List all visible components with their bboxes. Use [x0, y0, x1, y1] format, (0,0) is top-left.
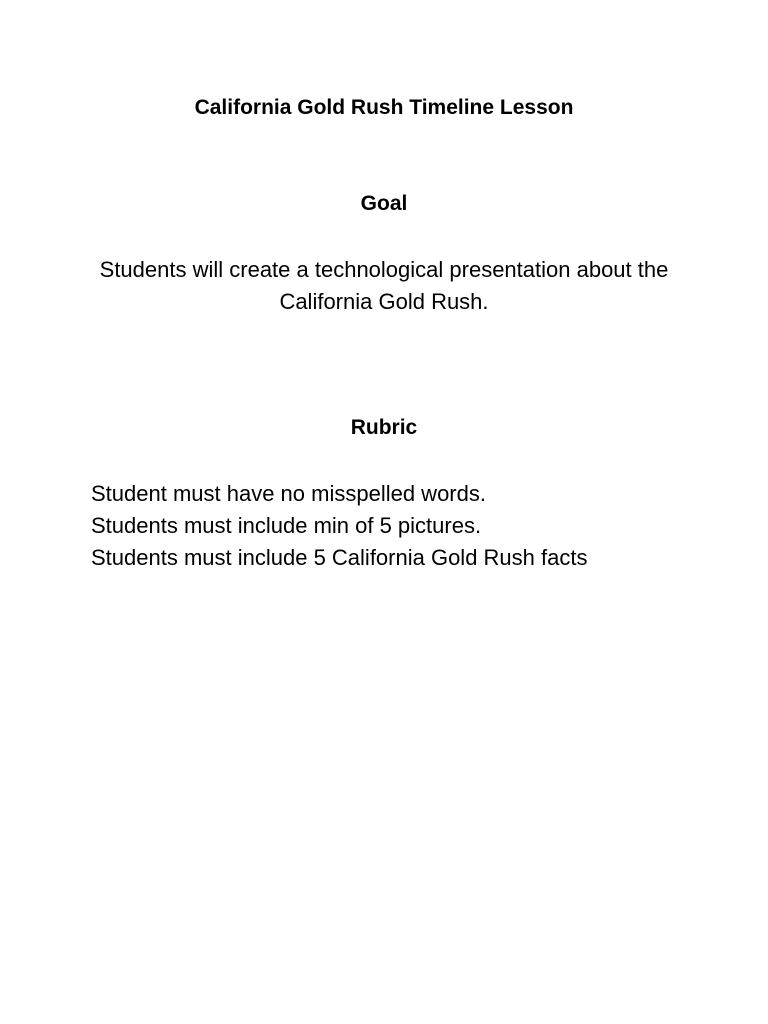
document-title: California Gold Rush Timeline Lesson — [194, 96, 574, 119]
rubric-item: Students must include min of 5 pictures. — [91, 513, 482, 538]
goal-text-line: Students will create a technological presentation about the — [99, 257, 669, 282]
rubric-heading: Rubric — [350, 416, 418, 439]
rubric-list — [91, 478, 587, 574]
rubric-item: Student must have no misspelled words. — [91, 481, 486, 506]
goal-text-line: California Gold Rush. — [279, 289, 489, 314]
goal-heading: Goal — [360, 192, 408, 215]
goal-text — [60, 254, 708, 318]
rubric-item: Students must include 5 California Gold Rush facts — [91, 545, 588, 570]
